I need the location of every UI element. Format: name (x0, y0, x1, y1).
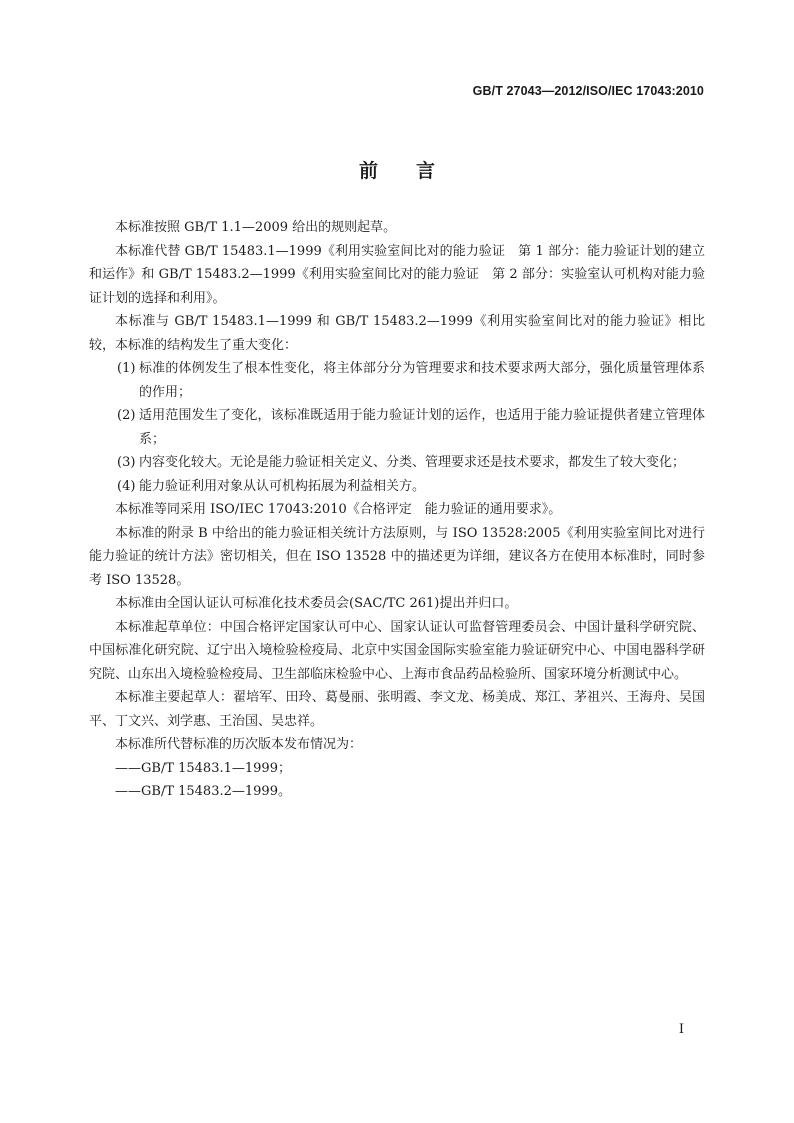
list-item-number: (3) (117, 455, 136, 470)
list-item-text: 能力验证利用对象从认可机构拓展为利益相关方。 (139, 478, 426, 494)
list-item-number: (4) (117, 478, 136, 494)
page-title: 前言 (358, 160, 473, 182)
list-item (89, 357, 705, 404)
list-item (89, 451, 705, 475)
paragraph: 本标准的附录 B 中给出的能力验证相关统计方法原则，与 ISO 13528:2005《利用实验室间比对进行能力验证的统计方法》密切相关，但在 ISO 13528 中的描述更为详细，建议各方在使用本标准时，同时参考 ISO 13528。 (89, 525, 705, 588)
superseded-standard-item: ——GB/T 15483.1—1999； (115, 760, 291, 776)
list-item-number: (1) (117, 361, 136, 376)
list-item-text: 标准的体例发生了根本性变化，将主体部分分为管理要求和技术要求两大部分，强化质量管理体系的作用； (139, 361, 705, 400)
list-item (89, 404, 705, 451)
paragraph: 本标准所代替标准的历次版本发布情况为： (115, 737, 363, 752)
page-number: I (678, 1022, 684, 1037)
list-item (89, 475, 705, 499)
paragraph: 本标准与 GB/T 15483.1—1999 和 GB/T 15483.2—1999《利用实验室间比对的能力验证》相比较，本标准的结构发生了重大变化： (89, 314, 705, 353)
list-item-text: 适用范围发生了变化，该标准既适用于能力验证计划的运作，也适用于能力验证提供者建立管理体系； (139, 408, 705, 447)
paragraph: 本标准由全国认证认可标准化技术委员会(SAC/TC 261)提出并归口。 (115, 596, 518, 611)
standard-code-header: GB/T 27043—2012/ISO/IEC 17043:2010 (472, 84, 704, 98)
paragraph: 本标准按照 GB/T 1.1—2009 给出的规则起草。 (115, 220, 397, 235)
paragraph: 本标准主要起草人：翟培军、田玲、葛曼丽、张明霞、李文龙、杨美成、郑江、茅祖兴、王海舟、吴国平、丁文兴、刘学惠、王治国、吴忠祥。 (89, 690, 705, 729)
list-item-number: (2) (117, 408, 136, 423)
paragraph: 本标准起草单位：中国合格评定国家认可中心、国家认证认可监督管理委员会、中国计量科学研究院、中国标准化研究院、辽宁出入境检验检疫局、北京中实国金国际实验室能力验证研究中心、中国电器科学研究院、山东出入境检验检疫局、卫生部临床检验中心、上海市食品药品检验所、国家环境分析测试中心。 (89, 619, 705, 682)
list-item-text: 内容变化较大。无论是能力验证相关定义、分类、管理要求还是技术要求，都发生了较大变化； (139, 455, 686, 470)
foreword-body (89, 216, 705, 804)
superseded-standard-item: ——GB/T 15483.2—1999。 (115, 784, 291, 799)
paragraph: 本标准等同采用 ISO/IEC 17043:2010《合格评定 能力验证的通用要求》。 (115, 502, 562, 517)
paragraph: 本标准代替 GB/T 15483.1—1999《利用实验室间比对的能力验证 第 1 部分：能力验证计划的建立和运作》和 GB/T 15483.2—1999《利用实验室间比对的能力验证 第 2 部分：实验室认可机构对能力验证计划的选择和利用》。 (89, 243, 705, 306)
